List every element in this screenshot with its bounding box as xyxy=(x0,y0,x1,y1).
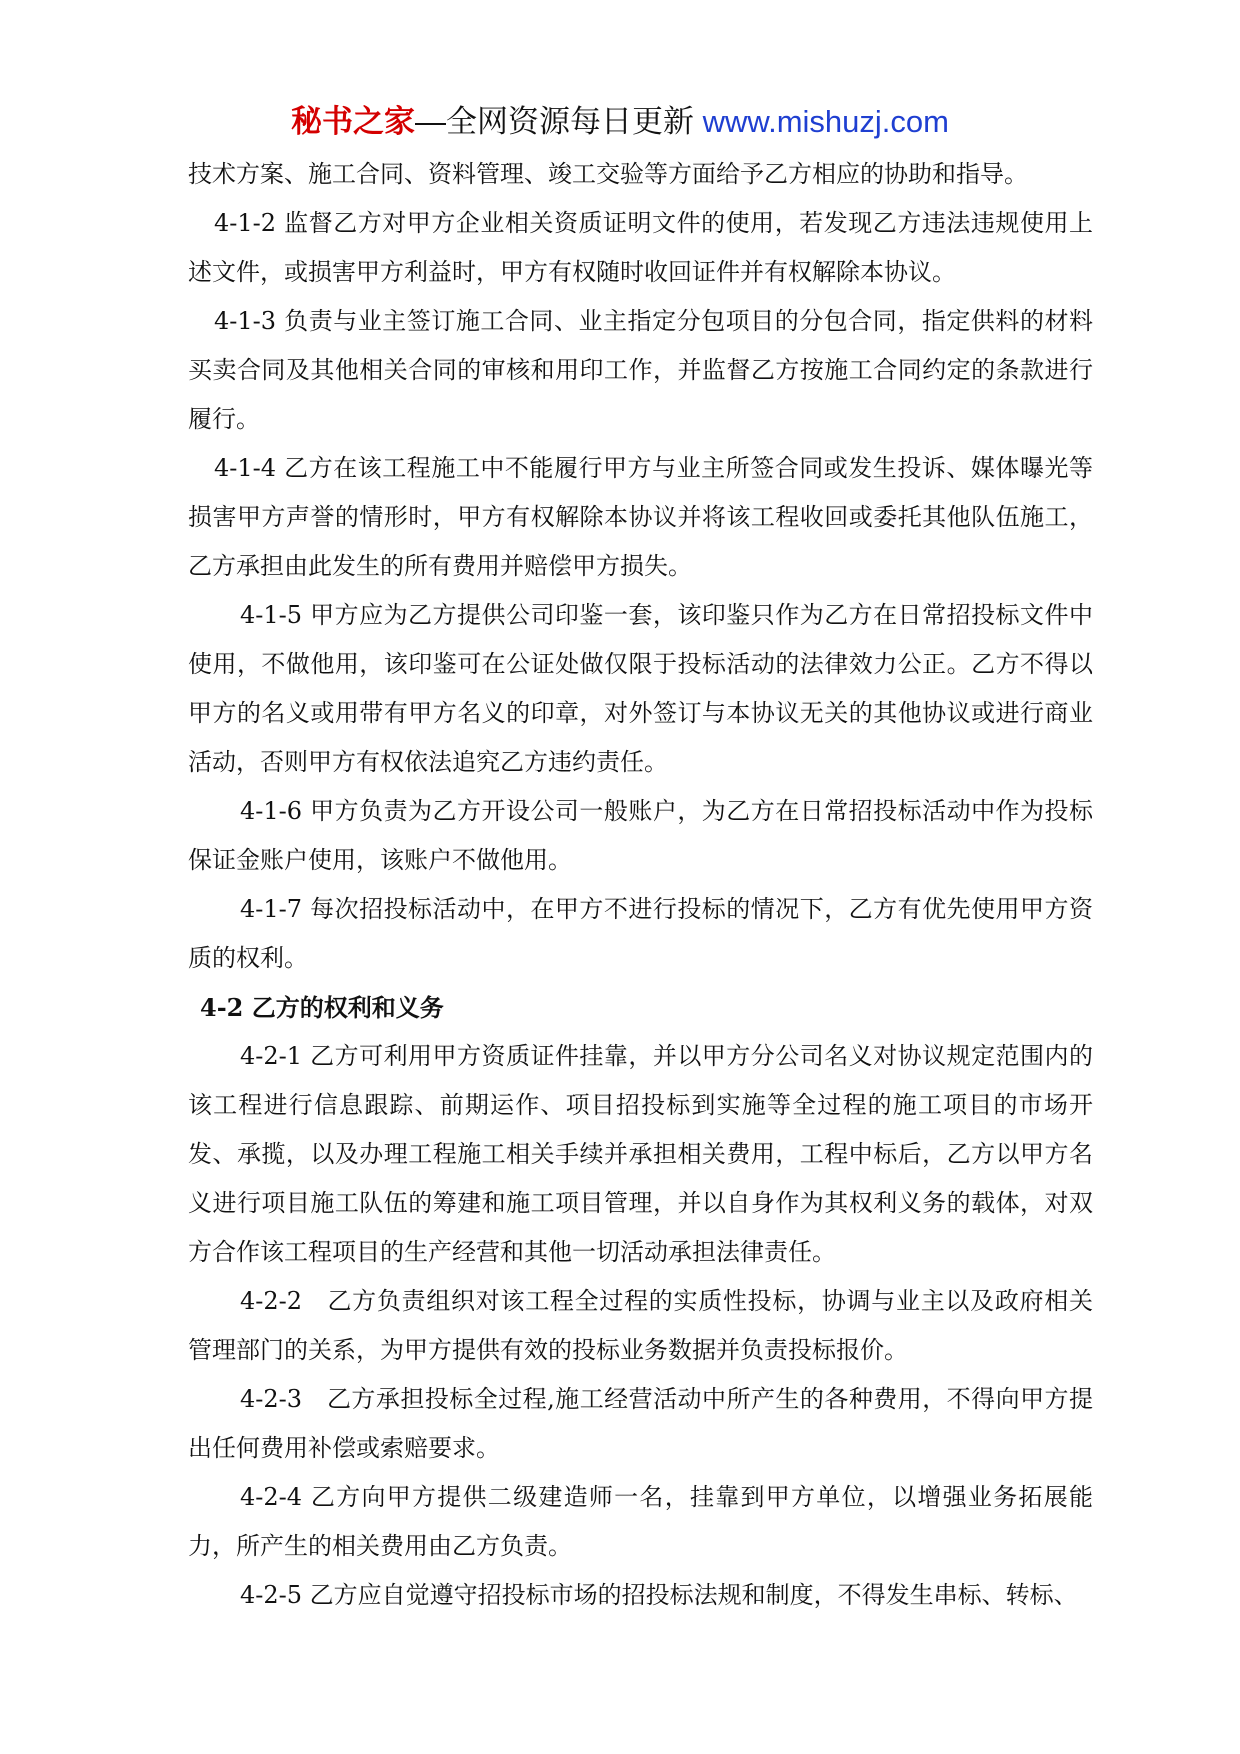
clause-4-2-2: 4-2-2 乙方负责组织对该工程全过程的实质性投标，协调与业主以及政府相关管理部门的关系，为甲方提供有效的投标业务数据并负责投标报价。 xyxy=(188,1287,1093,1364)
header-tagline: —全网资源每日更新 xyxy=(415,104,695,139)
clause-4-2-5: 4-2-5 乙方应自觉遵守招投标市场的招投标法规和制度，不得发生串标、转标、 xyxy=(240,1581,1078,1609)
section-heading-4-2: 4-2 乙方的权利和义务 xyxy=(200,993,444,1022)
clause-4-2-4: 4-2-4 乙方向甲方提供二级建造师一名，挂靠到甲方单位，以增强业务拓展能力，所产生的相关费用由乙方负责。 xyxy=(188,1483,1093,1560)
header-url: www.mishuzj.com xyxy=(702,104,949,139)
clause-4-1-4: 4-1-4 乙方在该工程施工中不能履行甲方与业主所签合同或发生投诉、媒体曝光等损害甲方声誉的情形时，甲方有权解除本协议并将该工程收回或委托其他队伍施工，乙方承担由此发生的所有费用并赔偿甲方损失。 xyxy=(188,454,1093,580)
clause-4-1-6: 4-1-6 甲方负责为乙方开设公司一般账户，为乙方在日常招投标活动中作为投标保证金账户使用，该账户不做他用。 xyxy=(188,797,1093,874)
document-body xyxy=(188,150,1093,1620)
clause-4-2-1: 4-2-1 乙方可利用甲方资质证件挂靠，并以甲方分公司名义对协议规定范围内的该工程进行信息跟踪、前期运作、项目招投标到实施等全过程的施工项目的市场开发、承揽，以及办理工程施工相关手续并承担相关费用，工程中标后，乙方以甲方名义进行项目施工队伍的筹建和施工项目管理，并以自身作为其权利义务的载体，对双方合作该工程项目的生产经营和其他一切活动承担法律责任。 xyxy=(188,1042,1093,1266)
clause-4-1-7: 4-1-7 每次招投标活动中，在甲方不进行投标的情况下，乙方有优先使用甲方资质的权利。 xyxy=(188,895,1093,972)
clause-4-1-3: 4-1-3 负责与业主签订施工合同、业主指定分包项目的分包合同，指定供料的材料买卖合同及其他相关合同的审核和用印工作，并监督乙方按施工合同约定的条款进行履行。 xyxy=(188,307,1093,433)
paragraph-continuation: 技术方案、施工合同、资料管理、竣工交验等方面给予乙方相应的协助和指导。 xyxy=(188,160,1028,188)
clause-4-1-5: 4-1-5 甲方应为乙方提供公司印鉴一套，该印鉴只作为乙方在日常招投标文件中使用，不做他用，该印鉴可在公证处做仅限于投标活动的法律效力公正。乙方不得以甲方的名义或用带有甲方名义的印章，对外签订与本协议无关的其他协议或进行商业活动，否则甲方有权依法追究乙方违约责任。 xyxy=(188,601,1093,776)
clause-4-1-2: 4-1-2 监督乙方对甲方企业相关资质证明文件的使用，若发现乙方违法违规使用上述文件，或损害甲方利益时，甲方有权随时收回证件并有权解除本协议。 xyxy=(188,209,1093,286)
site-watermark-header xyxy=(0,100,1240,144)
clause-4-2-3: 4-2-3 乙方承担投标全过程,施工经营活动中所产生的各种费用，不得向甲方提出任何费用补偿或索赔要求。 xyxy=(188,1385,1093,1462)
header-brand: 秘书之家 xyxy=(291,104,416,139)
